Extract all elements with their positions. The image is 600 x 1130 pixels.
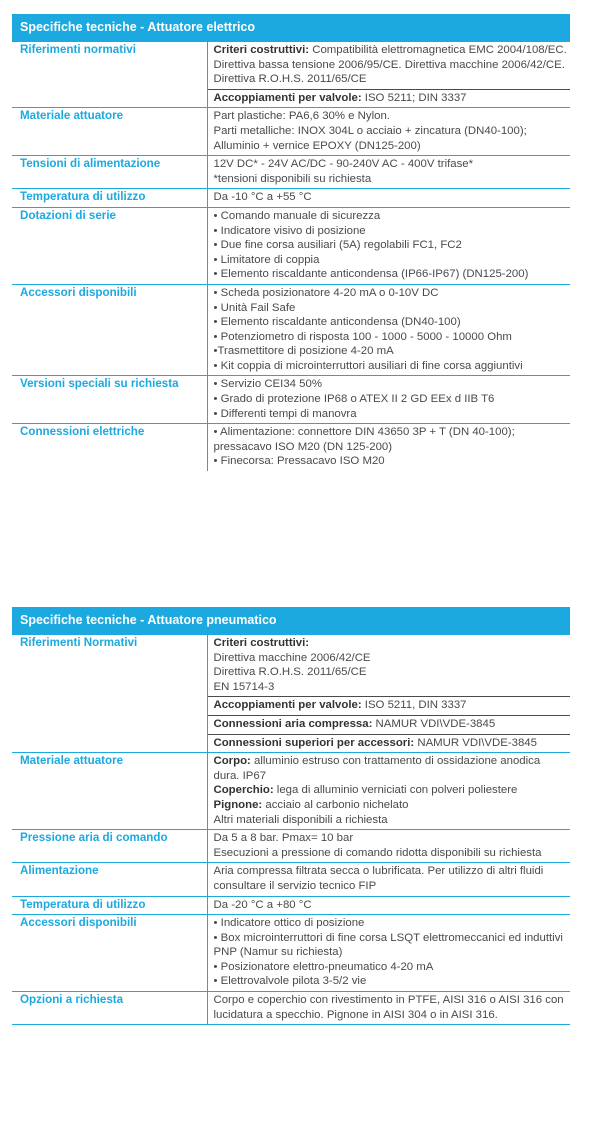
row-label: Temperatura di utilizzo xyxy=(12,896,207,915)
list-item: • Finecorsa: Pressacavo ISO M20 xyxy=(213,455,385,468)
electric-spec-table xyxy=(12,14,570,471)
list-item: • Grado di protezione IP68 o ATEX II 2 GD EEx d IIB T6 xyxy=(213,393,495,406)
list-item: • Indicatore ottico di posizione xyxy=(213,917,365,930)
list-item: • Elemento riscaldante anticondensa (DN40-100) xyxy=(213,316,461,329)
row-value xyxy=(207,284,570,376)
row-value: Accoppiamenti per valvole: ISO 5211; DIN 3337 xyxy=(207,89,570,108)
list-item: • Indicatore visivo di posizione xyxy=(213,224,366,237)
row-label: Temperatura di utilizzo xyxy=(12,189,207,208)
list-item: • Limitatore di coppia xyxy=(213,253,320,266)
row-value: 12V DC* - 24V AC/DC - 90-240V AC - 400V trifase* *tensioni disponibili su richiesta xyxy=(207,156,570,189)
pneumatic-spec-table xyxy=(12,607,570,1025)
row-value xyxy=(207,915,570,992)
row-value: Aria compressa filtrata secca o lubrificata. Per utilizzo di altri fluidi consultare il servizio tecnico FIP xyxy=(207,863,570,896)
list-item: • Unità Fail Safe xyxy=(213,301,296,314)
row-value: Da -20 °C a +80 °C xyxy=(207,896,570,915)
row-value: Da 5 a 8 bar. Pmax= 10 bar Esecuzioni a pressione di comando ridotta disponibili su richiesta xyxy=(207,830,570,863)
row-value: Corpo: alluminio estruso con trattamento di ossidazione anodica dura. IP67 Coperchio: lega di alluminio verniciati con polveri poliestere Pignone: acciaio al carbonio nichelato Altri materiali disponibili a richiesta xyxy=(207,753,570,830)
list-item: •Trasmettitore di posizione 4-20 mA xyxy=(213,345,394,358)
list-item: • Due fine corsa ausiliari (5A) regolabili FC1, FC2 xyxy=(213,239,462,252)
row-value xyxy=(207,376,570,424)
pneumatic-table-title: Specifiche tecniche - Attuatore pneumatico xyxy=(12,607,570,635)
list-item: • Elettrovalvole pilota 3-5/2 vie xyxy=(213,975,367,988)
row-label: Connessioni elettriche xyxy=(12,424,207,471)
row-label: Materiale attuatore xyxy=(12,753,207,830)
list-item: • Elemento riscaldante anticondensa (IP66-IP67) (DN125-200) xyxy=(213,268,529,281)
row-label: Riferimenti normativi xyxy=(12,42,207,108)
row-label: Dotazioni di serie xyxy=(12,207,207,284)
list-item: • Alimentazione: connettore DIN 43650 3P + T (DN 40-100); pressacavo ISO M20 (DN 125-200) xyxy=(213,426,515,453)
row-label: Opzioni a richiesta xyxy=(12,992,207,1025)
row-value: Accoppiamenti per valvole: ISO 5211, DIN 3337 xyxy=(207,697,570,716)
list-item: • Scheda posizionatore 4-20 mA o 0-10V DC xyxy=(213,286,439,299)
list-item: • Posizionatore elettro-pneumatico 4-20 mA xyxy=(213,960,434,973)
row-label: Versioni speciali su richiesta xyxy=(12,376,207,424)
electric-table-title: Specifiche tecniche - Attuatore elettrico xyxy=(12,14,570,42)
list-item: • Box microinterruttori di fine corsa LSQT elettromeccanici ed induttivi PNP (Namur su richiesta) xyxy=(213,931,563,959)
list-item: • Differenti tempi di manovra xyxy=(213,407,357,420)
row-label: Pressione aria di comando xyxy=(12,830,207,863)
row-label: Accessori disponibili xyxy=(12,915,207,992)
row-value: Corpo e coperchio con rivestimento in PTFE, AISI 316 o AISI 316 con lucidatura a specchio. Pignone in AISI 304 o in AISI 316. xyxy=(207,992,570,1025)
row-value: Criteri costruttivi: Direttiva macchine 2006/42/CE Direttiva R.O.H.S. 2011/65/CE EN 15714-3 xyxy=(207,635,570,697)
row-value: Part plastiche: PA6,6 30% e Nylon. Parti metalliche: INOX 304L o acciaio + zincatura (DN40-100); Alluminio + vernice EPOXY (DN125-200) xyxy=(207,108,570,156)
row-label: Materiale attuatore xyxy=(12,108,207,156)
row-label: Riferimenti Normativi xyxy=(12,635,207,753)
row-value: Criteri costruttivi: Compatibilità elettromagnetica EMC 2004/108/EC. Direttiva bassa tensione 2006/95/CE. Direttiva macchine 2006/42/CE. Direttiva R.O.H.S. 2011/65/CE xyxy=(207,42,570,90)
list-item: • Potenziometro di risposta 100 - 1000 - 5000 - 10000 Ohm xyxy=(213,330,512,343)
row-value: Connessioni superiori per accessori: NAMUR VDI\VDE-3845 xyxy=(207,734,570,753)
row-label: Alimentazione xyxy=(12,863,207,896)
row-value: Da -10 °C a +55 °C xyxy=(207,189,570,208)
row-label: Tensioni di alimentazione xyxy=(12,156,207,189)
list-item: • Comando manuale di sicurezza xyxy=(213,209,381,222)
row-label: Accessori disponibili xyxy=(12,284,207,376)
row-value xyxy=(207,207,570,284)
row-value: Connessioni aria compressa: NAMUR VDI\VDE-3845 xyxy=(207,715,570,734)
row-value xyxy=(207,424,570,471)
list-item: • Kit coppia di microinterruttori ausiliari di fine corsa aggiuntivi xyxy=(213,359,523,372)
list-item: • Servizio CEI34 50% xyxy=(213,378,322,391)
